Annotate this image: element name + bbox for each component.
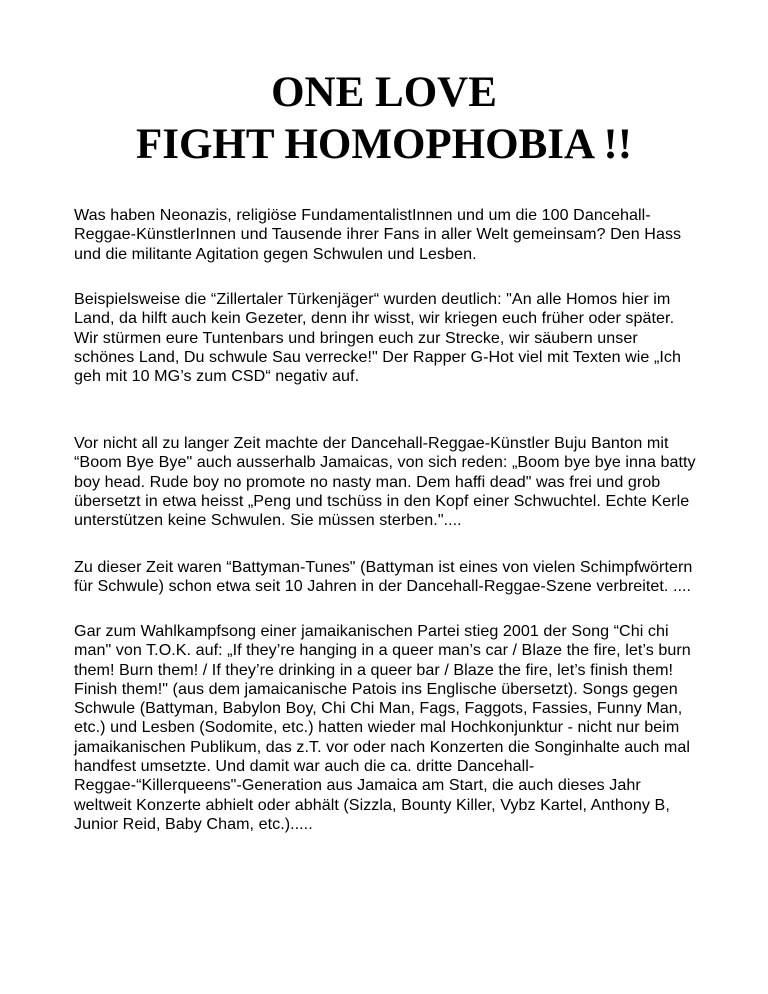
- paragraph-buju-banton: Vor nicht all zu langer Zeit machte der Dancehall-Reggae-Künstler Buju Banton mit “Boom Bye Bye" auch ausserhalb Jamaicas, von sich reden: „Boom bye bye inna batty boy head. Rude boy no promote no nasty man. Dem haffi dead" was frei und grob übersetzt in etwa heisst „Peng und tschüss in den Kopf einer Schwuchtel. Echte Kerle unterstützen keine Schwulen. Sie müssen sterben."....: [74, 434, 696, 530]
- paragraph-examples: Beispielsweise die “Zillertaler Türkenjäger“ wurden deutlich: "An alle Homos hier im Land, da hilft auch kein Gezeter, denn ihr wisst, wir kriegen euch früher oder später. Wir stürmen eure Tuntenbars und bringen euch zur Strecke, wir säubern unser schönes Land, Du schwule Sau verrecke!" Der Rapper G-Hot viel mit Texten wie „Ich geh mit 10 MG’s zum CSD“ negativ auf.: [74, 290, 681, 386]
- paragraph-chi-chi-man: Gar zum Wahlkampfsong einer jamaikanischen Partei stieg 2001 der Song “Chi chi man" von T.O.K. auf: „If they’re hanging in a queer man’s car / Blaze the fire, let’s burn them! Burn them! / If they’re drinking in a queer bar / Blaze the fire, let’s finish them! Finish them!" (aus dem jamaicanische Patois ins Englische übersetzt). Songs gegen Schwule (Battyman, Babylon Boy, Chi Chi Man, Fags, Faggots, Fassies, Funny Man, etc.) und Lesben (Sodomite, etc.) hatten wieder mal Hochkonjunktur - nicht nur beim jamaikanischen Publikum, das z.T. vor oder nach Konzerten die Songinhalte auch mal handfest umsetzte. Und damit war auch die ca. dritte Dancehall-Reggae-“Killerqueens"-Generation aus Jamaica am Start, die auch dieses Jahr weltweit Konzerte abhielt oder abhält (Sizzla, Bounty Killer, Vybz Kartel, Anthony B, Junior Reid, Baby Cham, etc.).....: [74, 622, 691, 833]
- title-line-2: FIGHT HOMOPHOBIA !!: [135, 121, 633, 168]
- page-title: [0, 67, 768, 171]
- title-line-1: ONE LOVE: [271, 69, 497, 116]
- paragraph-intro: Was haben Neonazis, religiöse FundamentalistInnen und um die 100 Dancehall-Reggae-KünstlerInnen und Tausende ihrer Fans in aller Welt gemeinsam? Den Hass und die militante Agitation gegen Schwulen und Lesben.: [74, 206, 682, 263]
- paragraph-battyman-tunes: Zu dieser Zeit waren “Battyman-Tunes" (Battyman ist eines von vielen Schimpfwörtern für Schwule) schon etwa seit 10 Jahren in der Dancehall-Reggae-Szene verbreitet. ....: [74, 558, 693, 596]
